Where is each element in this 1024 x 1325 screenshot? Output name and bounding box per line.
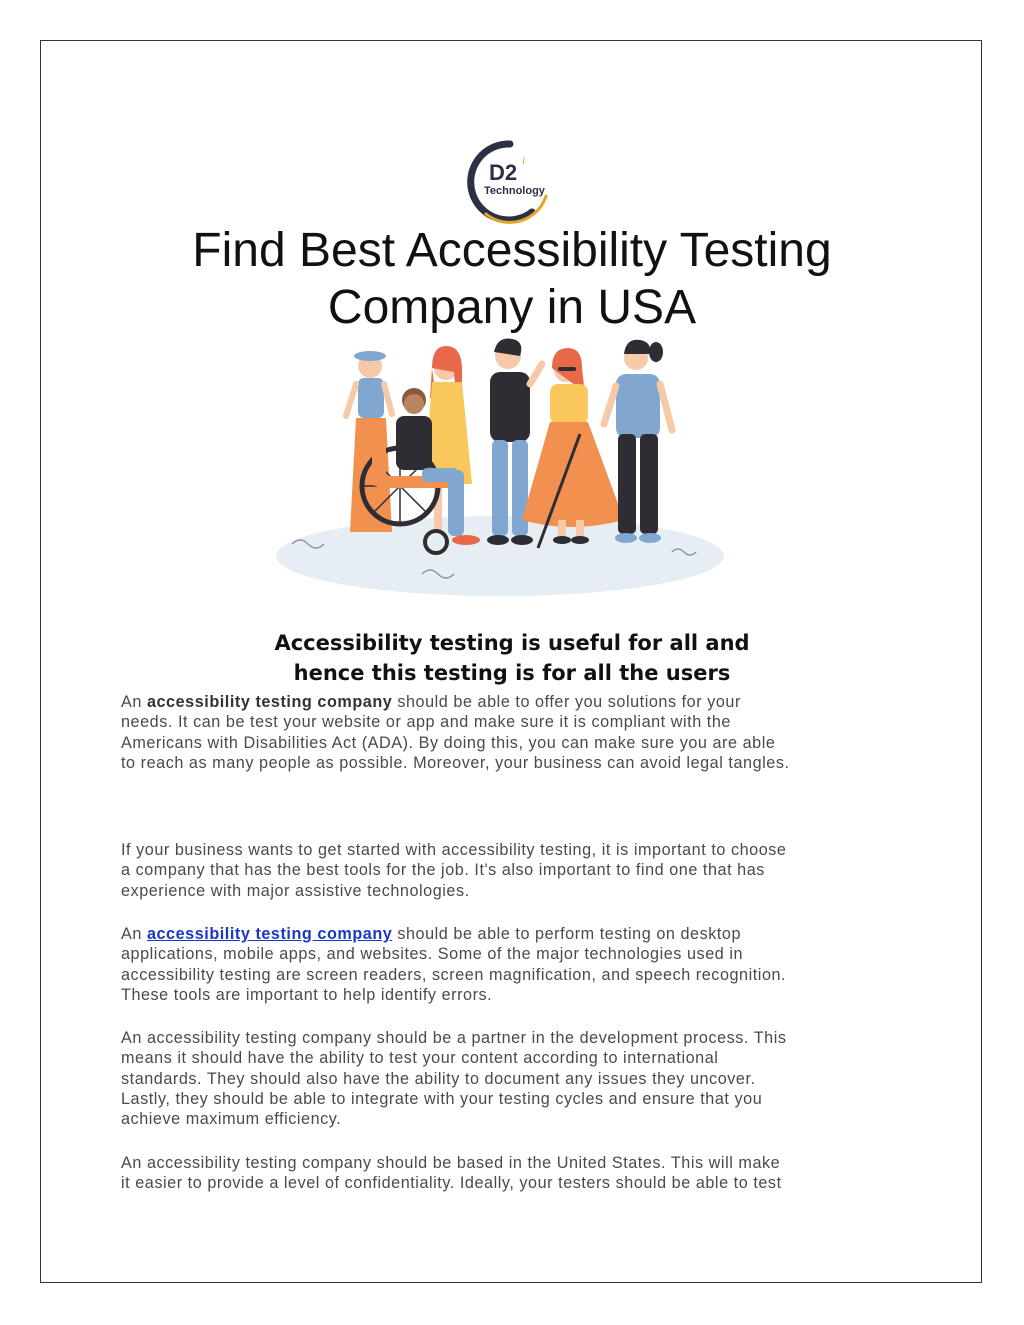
text-fragment: An — [121, 925, 147, 943]
logo-brand: D2 — [489, 160, 518, 185]
paragraph-line: needs. It can be test your website or app and make sure it is compliant with the — [121, 713, 731, 732]
paragraph-development-partner — [121, 1028, 911, 1129]
paragraph-testing-platforms — [121, 924, 911, 1005]
paragraph-line: experience with major assistive technologies. — [121, 881, 470, 900]
paragraph-line: means it should have the ability to test your content according to international — [121, 1049, 719, 1068]
paragraph-intro — [121, 692, 911, 773]
paragraph-line: applications, mobile apps, and websites. Some of the major technologies used in — [121, 945, 744, 964]
page-title-line-2: Company in USA — [327, 281, 697, 334]
paragraph-line: Lastly, they should be able to integrate with your testing cycles and ensure that you — [121, 1089, 763, 1108]
paragraph-getting-started — [121, 840, 911, 901]
paragraph-line — [121, 924, 911, 944]
paragraph-line: it easier to provide a level of confidentiality. Ideally, your testers should be able to test — [121, 1174, 782, 1193]
bold-keyword: accessibility testing company — [146, 693, 393, 711]
d2i-technology-logo — [456, 134, 564, 224]
text-fragment: should be able to offer you solutions for your — [392, 693, 741, 711]
paragraph-line: An accessibility testing company should be based in the United States. This will make — [121, 1154, 781, 1172]
text-fragment: should be able to perform testing on desktop — [392, 925, 742, 943]
paragraph-line: to reach as many people as possible. Moreover, your business can avoid legal tangles. — [121, 753, 790, 772]
section-subheading-line-1: Accessibility testing is useful for all and — [274, 631, 750, 655]
paragraph-line: accessibility testing are screen readers, screen magnification, and speech recognition. — [121, 965, 787, 984]
section-subheading — [0, 628, 1024, 688]
paragraph-line: achieve maximum efficiency. — [121, 1110, 342, 1129]
page-title-line-1: Find Best Accessibility Testing — [192, 224, 832, 277]
paragraph-us-based — [121, 1153, 911, 1194]
paragraph-line: An accessibility testing company should be a partner in the development process. This — [121, 1029, 787, 1047]
logo-superscript: i — [522, 153, 526, 167]
paragraph-line: a company that has the best tools for the job. It's also important to find one that has — [121, 861, 765, 880]
text-fragment: An — [121, 693, 147, 711]
paragraph-line: Americans with Disabilities Act (ADA). By doing this, you can make sure you are able — [121, 733, 776, 752]
logo-tagline: Technology — [484, 185, 545, 197]
paragraph-line: standards. They should also have the ability to document any issues they uncover. — [121, 1069, 756, 1088]
paragraph-line: These tools are important to help identify errors. — [121, 985, 493, 1004]
page-title — [0, 222, 1024, 336]
section-subheading-line-2: hence this testing is for all the users — [293, 661, 731, 685]
paragraph-line — [121, 692, 911, 712]
paragraph-line: If your business wants to get started with accessibility testing, it is important to choose — [121, 841, 787, 859]
accessibility-testing-company-link[interactable]: accessibility testing company — [146, 925, 393, 943]
diverse-people-group-illustration — [272, 334, 732, 604]
